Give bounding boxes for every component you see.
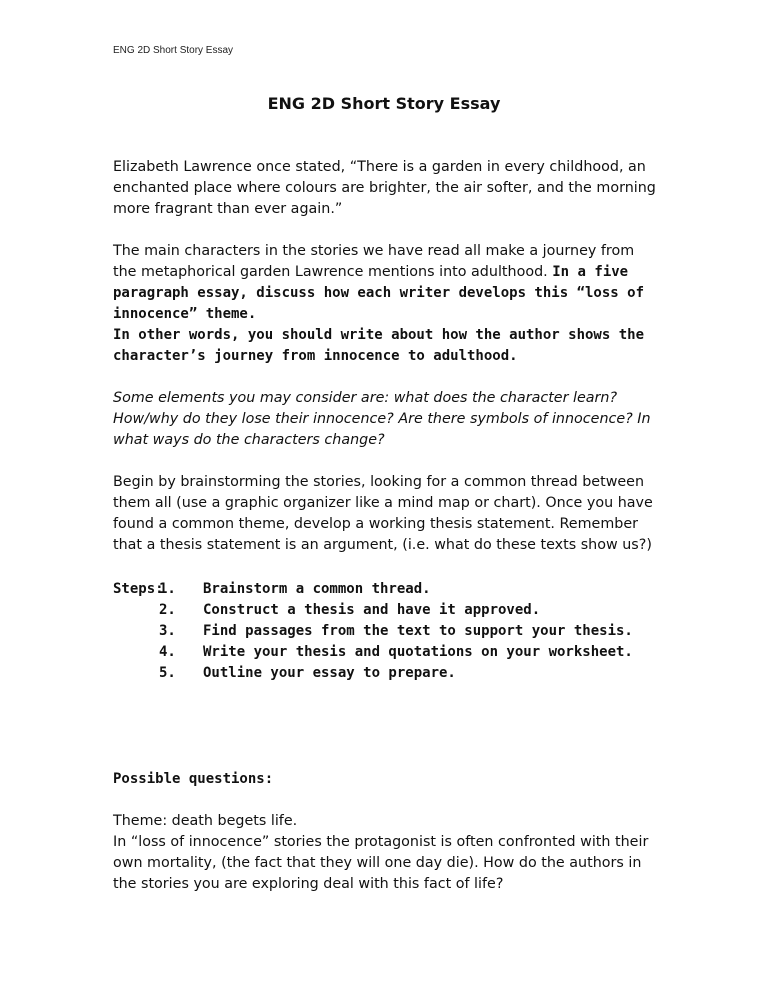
step-text: Find passages from the text to support your thesis. [203, 623, 633, 639]
step-number: 1. [159, 581, 176, 597]
step-item [113, 663, 658, 684]
possible-questions-heading: Possible questions: [113, 771, 274, 787]
step-number: 3. [159, 623, 176, 639]
step-text: Write your thesis and quotations on your worksheet. [203, 644, 633, 660]
theme-paragraph: In “loss of innocence” stories the protagonist is often confronted with their own mortality, (the fact that they will one day die). How do the authors in the stories you are exploring deal with this fact of life? [113, 834, 649, 892]
task-paragraph-bold-instruction: In a five paragraph essay, discuss how each writer develops this “loss of innocence” theme. [113, 264, 645, 322]
running-header: ENG 2D Short Story Essay [113, 45, 234, 56]
step-item [113, 579, 658, 600]
step-item [113, 642, 658, 663]
step-text: Brainstorm a common thread. [203, 581, 431, 597]
step-text: Construct a thesis and have it approved. [203, 602, 541, 618]
steps-label: Steps: [113, 581, 164, 597]
task-paragraph [113, 241, 658, 325]
task-paragraph-text: The main characters in the stories we have read all make a journey from the metaphorical garden Lawrence mentions into adulthood. [113, 243, 635, 280]
theme-line: Theme: death begets life. [113, 813, 298, 829]
step-text: Outline your essay to prepare. [203, 665, 456, 681]
quote-paragraph: Elizabeth Lawrence once stated, “There is a garden in every childhood, an enchanted place where colours are brighter, the air softer, and the morning more fragrant than ever again.” [113, 159, 656, 217]
step-number: 5. [159, 665, 176, 681]
other-words-paragraph: In other words, you should write about how the author shows the character’s journey from innocence to adulthood. [113, 327, 645, 364]
elements-paragraph: Some elements you may consider are: what does the character learn? How/why do they lose their innocence? Are there symbols of innocence? In what ways do the characters change? [113, 390, 651, 448]
step-item [113, 600, 658, 621]
steps-list [113, 579, 658, 684]
step-number: 2. [159, 602, 176, 618]
brainstorm-paragraph: Begin by brainstorming the stories, looking for a common thread between them all (use a graphic organizer like a mind map or chart). Once you have found a common theme, develop a working thesis statement. Remember that a thesis statement is an argument, (i.e. what do these texts show us?) [113, 474, 653, 553]
step-item [113, 621, 658, 642]
page-title: ENG 2D Short Story Essay [267, 94, 501, 113]
step-number: 4. [159, 644, 176, 660]
